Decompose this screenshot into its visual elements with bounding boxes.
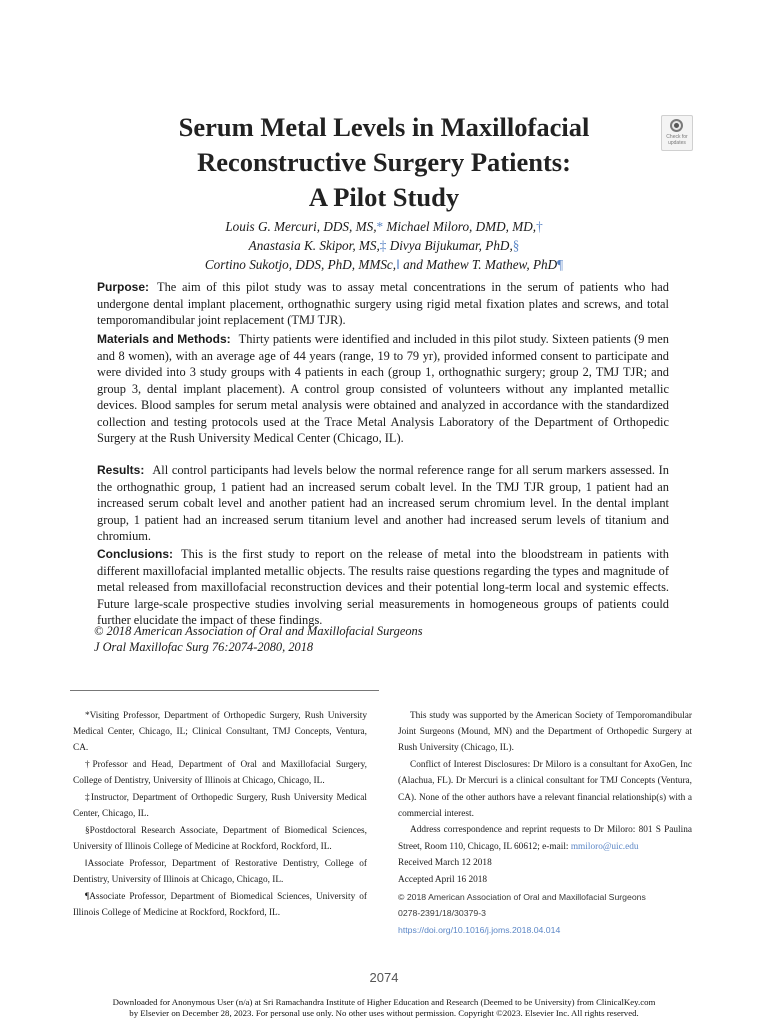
- footnote-affiliation: §Postdoctoral Research Associate, Department of Biomedical Sciences, University of Illinois College of Medicine at Rockford, Rockford, IL.: [73, 825, 367, 853]
- purpose-text: The aim of this pilot study was to assay metal concentrations in the serum of patients who had undergone dental implant placement, orthognathic surgery using rigid metal fixation plates and screws, and total temporomandibular joint replacement (TMJ TJR).: [97, 280, 669, 327]
- download-notice-line-1: Downloaded for Anonymous User (n/a) at Sri Ramachandra Institute of Higher Education and Research (Deemed to be University) from ClinicalKey.com: [112, 997, 656, 1007]
- title-line-2: Reconstructive Surgery Patients:: [197, 147, 571, 177]
- author-skipor: Anastasia K. Skipor, MS,: [248, 238, 380, 253]
- correspondence-address: Address correspondence and reprint requests to Dr Miloro: 801 S Paulina Street, Room 110, Chicago, IL 60612; e-mail:: [398, 825, 692, 852]
- title-line-3: A Pilot Study: [308, 182, 460, 212]
- author-mathew: and Mathew T. Mathew, PhD: [399, 257, 558, 272]
- article-title: [100, 110, 668, 215]
- methods-heading: Materials and Methods:: [97, 332, 231, 346]
- methods-text: Thirty patients were identified and included in this pilot study. Sixteen patients (9 men and 8 women), with an average age of 44 years (range, 19 to 79 yr), provided informed consent to participate and were divided into 3 study groups with 4 patients in each (group 1, orthognathic surgery; group 2, TMJ TJR; and group 3, dental implant placement). A control group consisted of volunteers without any implanted metallic devices. Blood samples for serum metal analysis were obtained and analyzed in accordance with the standardized collection and testing protocols used at the Trace Metal Analysis Laboratory of the Department of Orthopedic Surgery at the Rush University Medical Center (Chicago, IL).: [97, 332, 669, 445]
- abstract-results: [97, 462, 669, 545]
- crossmark-icon: [670, 119, 683, 132]
- author-miloro: Michael Miloro, DMD, MD,: [383, 219, 537, 234]
- affiliation-footnotes: [73, 708, 367, 922]
- journal-citation: J Oral Maxillofac Surg 76:2074-2080, 2018: [94, 640, 314, 654]
- affiliation-mark[interactable]: ¶: [557, 257, 564, 272]
- accepted-date: Accepted April 16 2018: [398, 875, 488, 886]
- abstract-purpose: [97, 279, 669, 329]
- article-notes: [398, 708, 692, 939]
- affiliation-mark[interactable]: †: [536, 219, 543, 234]
- footnote-affiliation: ‡Instructor, Department of Orthopedic Surgery, Rush University Medical Center, Chicago, IL.: [73, 793, 367, 820]
- issn-line: 0278-2391/18/30379-3: [398, 908, 486, 919]
- doi-link[interactable]: https://doi.org/10.1016/j.joms.2018.04.014: [398, 925, 561, 936]
- footnote-affiliation: ‖Associate Professor, Department of Restorative Dentistry, College of Dentistry, University of Illinois at Chicago, Chicago, IL.: [73, 858, 367, 886]
- author-sukotjo: Cortino Sukotjo, DDS, PhD, MMSc,: [204, 257, 397, 272]
- affiliation-mark[interactable]: ‖: [396, 257, 400, 272]
- abstract-methods: [97, 331, 669, 447]
- abstract-conclusions: [97, 546, 669, 629]
- affiliation-mark[interactable]: ‡: [379, 238, 387, 253]
- author-list: [100, 217, 668, 274]
- results-heading: Results:: [97, 463, 145, 477]
- title-line-1: Serum Metal Levels in Maxillofacial: [178, 112, 590, 142]
- author-bijukumar: Divya Bijukumar, PhD,: [386, 238, 513, 253]
- copyright-line: © 2018 American Association of Oral and Maxillofacial Surgeons: [94, 624, 423, 638]
- author-mercuri: Louis G. Mercuri, DDS, MS,: [225, 219, 377, 234]
- footnote-affiliation: *Visiting Professor, Department of Orthopedic Surgery, Rush University Medical Center, Chicago, IL; Clinical Consultant, TMJ Concepts, Ventura, CA.: [73, 711, 367, 754]
- conclusions-text: This is the first study to report on the release of metal into the bloodstream in patients with different maxillofacial implanted metallic objects. The results raise questions regarding the types and magnitude of metal released from maxillofacial reconstruction devices and their potential long-term local and systemic effects. Future large-scale prospective studies involving serial measurements in homogeneous groups of patients could further elucidate the impact of these findings.: [97, 547, 669, 627]
- footnote-divider: [70, 690, 379, 691]
- purpose-heading: Purpose:: [97, 280, 150, 294]
- email-link[interactable]: mmiloro@uic.edu: [570, 841, 639, 852]
- check-for-updates-label: Check for updates: [666, 134, 688, 146]
- conflict-of-interest-note: Conflict of Interest Disclosures: Dr Miloro is a consultant for AxoGen, Inc (Alachua, FL). Dr Mercuri is a clinical consultant for TMJ Concepts (Ventura, CA). None of the other authors have a relevant financial relationship(s) with a commercial interest.: [398, 760, 692, 819]
- correspondence-note: [398, 822, 692, 854]
- page-number: 2074: [369, 970, 399, 985]
- author-line-3: [100, 255, 668, 274]
- footnote-affiliation: †Professor and Head, Department of Oral and Maxillofacial Surgery, College of Dentistry, University of Illinois at Chicago, Chicago, IL.: [73, 760, 367, 787]
- affiliation-mark[interactable]: *: [376, 219, 384, 234]
- received-date: Received March 12 2018: [398, 858, 492, 869]
- check-for-updates-badge[interactable]: [661, 115, 693, 151]
- author-line-1: [100, 217, 668, 236]
- author-line-2: [100, 236, 668, 255]
- results-text: All control participants had levels below the normal reference range for all serum markers assessed. In the orthognathic group, 1 patient had an increased serum cobalt level. In the TMJ TJR group, 1 patient had an increased serum cobalt level and another patient had an increased serum chromium level. In the dental implant group, 1 patient had an increased serum titanium level and another had increased serum levels of titanium and chromium.: [97, 463, 669, 543]
- funding-note: This study was supported by the American Society of Temporomandibular Joint Surgeons (Mound, MN) and the Department of Orthopedic Surgery at Rush University (Chicago, IL).: [398, 711, 692, 754]
- conclusions-heading: Conclusions:: [97, 547, 174, 561]
- footnote-copyright: © 2018 American Association of Oral and Maxillofacial Surgeons: [398, 891, 646, 902]
- affiliation-mark[interactable]: §: [512, 238, 520, 253]
- footnote-affiliation: ¶Associate Professor, Department of Biomedical Sciences, University of Illinois College of Medicine at Rockford, Rockford, IL.: [73, 891, 367, 918]
- download-notice-line-2: by Elsevier on December 28, 2023. For personal use only. No other uses without permission. Copyright ©2023. Elsevier Inc. All rights reserved.: [129, 1007, 639, 1018]
- download-notice: [40, 997, 728, 1018]
